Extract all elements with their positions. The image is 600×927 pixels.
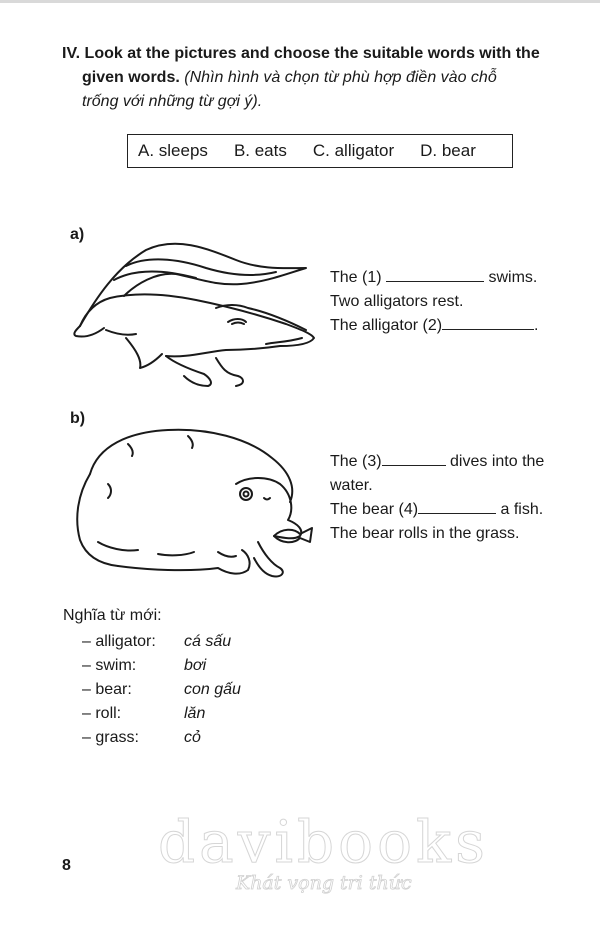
vocab-en: – grass: <box>82 729 139 746</box>
vocab-en: – roll: <box>82 705 122 722</box>
exercise-title-en-1: Look at the pictures and choose the suitable words with the <box>84 45 540 62</box>
part-b-sentence-1-cont: water. <box>330 477 373 494</box>
part-b-s1-pre: The (3) <box>330 453 382 470</box>
vocab-list <box>82 630 241 750</box>
part-b-sentence-2 <box>330 498 544 522</box>
part-a-sentence-2: Two alligators rest. <box>330 293 464 310</box>
exercise-title-vi-2: trống với những từ gợi ý). <box>82 93 263 110</box>
watermark-tagline: Khát vọng tri thức <box>236 872 412 894</box>
vocab-en: – alligator: <box>82 633 156 650</box>
page-number: 8 <box>62 857 71 874</box>
vocab-heading: Nghĩa từ mới: <box>63 607 162 624</box>
top-border <box>0 0 600 3</box>
vocab-item <box>82 630 241 654</box>
part-b-sentence-1 <box>330 450 544 474</box>
blank-4[interactable] <box>418 499 496 514</box>
vocab-en: – swim: <box>82 657 137 674</box>
part-a-s3-post: . <box>534 317 539 334</box>
part-b-s2-post: a fish. <box>500 501 544 518</box>
word-option-a: A. sleeps <box>138 141 208 160</box>
part-a-s1-pre: The (1) <box>330 269 382 286</box>
part-b-sentences <box>330 450 544 546</box>
part-b-label: b) <box>70 410 86 427</box>
blank-2[interactable] <box>442 315 534 330</box>
vocab-item <box>82 702 241 726</box>
exercise-title-en-2: given words. <box>82 69 180 86</box>
part-a-sentence-3 <box>330 314 539 338</box>
part-b-s1-post: dives into the <box>450 453 545 470</box>
exercise-title-line2 <box>62 66 592 90</box>
word-option-d: D. bear <box>420 141 476 160</box>
word-bank-box <box>127 134 513 168</box>
vocab-vi: cỏ <box>184 729 201 746</box>
part-a-sentences <box>330 266 539 338</box>
vocab-vi: bơi <box>184 657 207 674</box>
vocab-item <box>82 678 241 702</box>
word-option-c: C. alligator <box>312 141 395 160</box>
part-b-sentence-3: The bear rolls in the grass. <box>330 525 520 542</box>
vocab-vi: cá sấu <box>184 633 232 650</box>
blank-1[interactable] <box>386 267 484 282</box>
blank-3[interactable] <box>382 451 446 466</box>
part-a-s1-post: swims. <box>488 269 538 286</box>
vocab-vi: con gấu <box>184 681 241 698</box>
part-a-sentence-1 <box>330 266 539 290</box>
bear-illustration <box>68 424 316 582</box>
exercise-number: IV. <box>62 45 81 62</box>
exercise-title <box>62 42 592 90</box>
word-option-b: B. eats <box>233 141 287 160</box>
vocab-vi: lăn <box>184 705 206 722</box>
vocab-en: – bear: <box>82 681 132 698</box>
exercise-title-vi-1: (Nhìn hình và chọn từ phù hợp điền vào chỗ <box>184 69 497 86</box>
alligator-illustration <box>66 238 320 390</box>
watermark-logo: davibooks <box>158 808 489 876</box>
part-a-label: a) <box>70 226 85 243</box>
vocab-item <box>82 654 241 678</box>
part-a-s3-pre: The alligator (2) <box>330 317 443 334</box>
vocab-item <box>82 726 241 750</box>
part-b-s2-pre: The bear (4) <box>330 501 419 518</box>
